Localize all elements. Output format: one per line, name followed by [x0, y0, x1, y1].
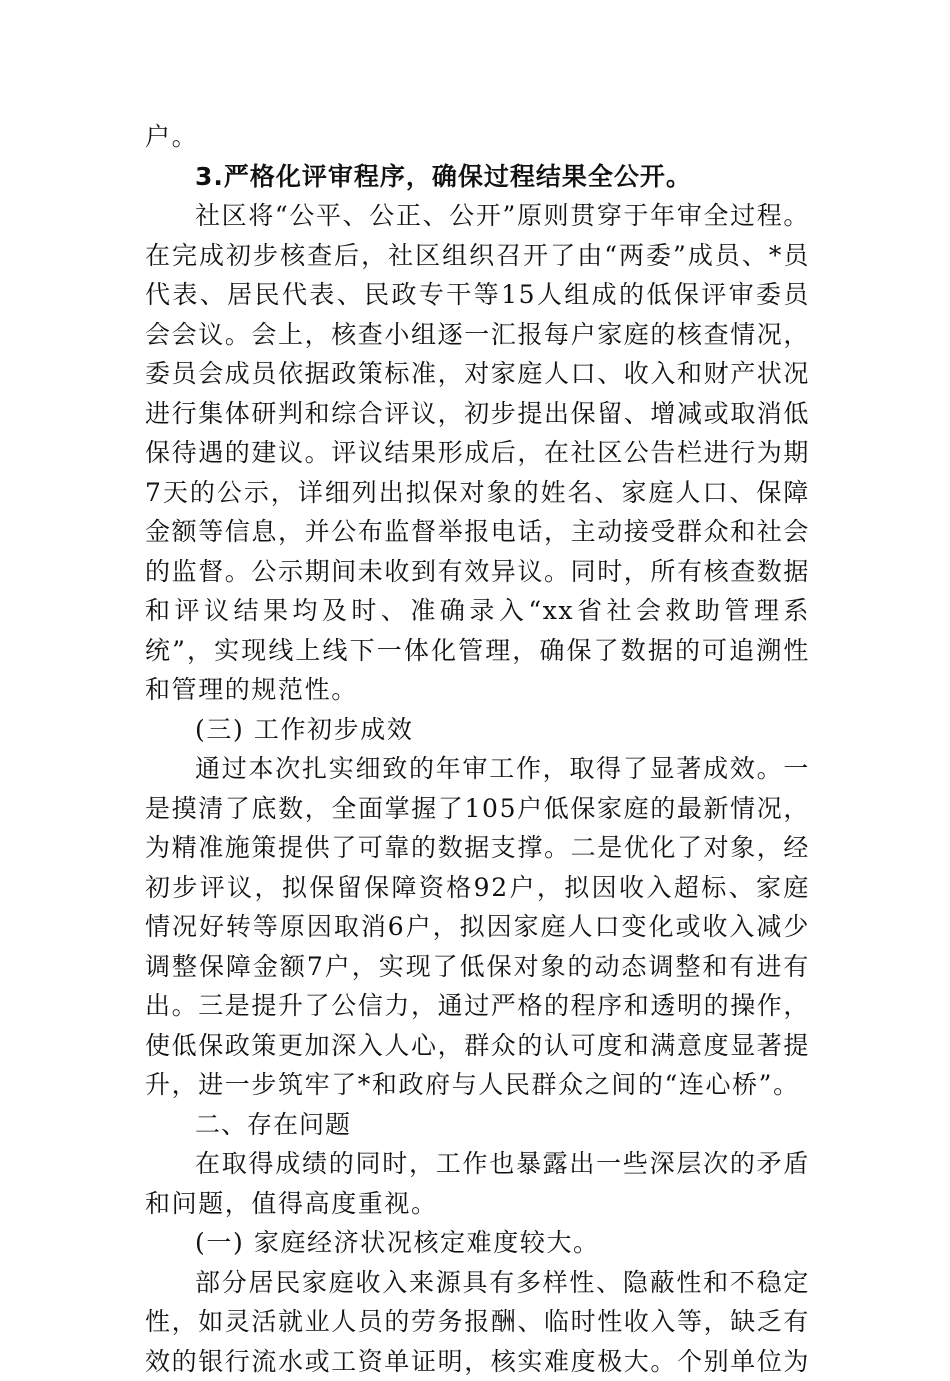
paragraph-problems-intro: 在取得成绩的同时，工作也暴露出一些深层次的矛盾和问题，值得高度重视。 — [145, 1144, 810, 1223]
paragraph-review-process: 社区将“公平、公正、公开”原则贯穿于年审全过程。在完成初步核查后，社区组织召开了由“两委”成员、*员代表、居民代表、民政专干等15人组成的低保评审委员会会议。会上，核查小组逐一汇报每户家庭的核查情况，委员会成员依据政策标准，对家庭人口、收入和财产状况进行集体研判和综合评议，初步提出保留、增减或取消低保待遇的建议。评议结果形成后，在社区公告栏进行为期7天的公示，详细列出拟保对象的姓名、家庭人口、保障金额等信息，并公布监督举报电话，主动接受群众和社会的监督。公示期间未收到有效异议。同时，所有核查数据和评议结果均及时、准确录入“xx省社会救助管理系统”，实现线上线下一体化管理，确保了数据的可追溯性和管理的规范性。 — [145, 196, 810, 710]
paragraph-continuation: 户。 — [145, 117, 810, 157]
section-heading-3: 3.严格化评审程序，确保过程结果全公开。 — [145, 157, 810, 197]
paragraph-income-difficulty: 部分居民家庭收入来源具有多样性、隐蔽性和不稳定性，如灵活就业人员的劳务报酬、临时性收入等，缺乏有效的银行流水或工资单证明，核实难度极大。个别单位为 — [145, 1263, 810, 1381]
document-page — [145, 117, 810, 1381]
subsection-heading-results: (三) 工作初步成效 — [145, 710, 810, 750]
subsection-heading-income: (一) 家庭经济状况核定难度较大。 — [145, 1223, 810, 1263]
section-heading-problems: 二、存在问题 — [145, 1105, 810, 1145]
paragraph-results: 通过本次扎实细致的年审工作，取得了显著成效。一是摸清了底数，全面掌握了105户低保家庭的最新情况，为精准施策提供了可靠的数据支撑。二是优化了对象，经初步评议，拟保留保障资格92户，拟因收入超标、家庭情况好转等原因取消6户，拟因家庭人口变化或收入减少调整保障金额7户，实现了低保对象的动态调整和有进有出。三是提升了公信力，通过严格的程序和透明的操作，使低保政策更加深入人心，群众的认可度和满意度显著提升，进一步筑牢了*和政府与人民群众之间的“连心桥”。 — [145, 749, 810, 1105]
